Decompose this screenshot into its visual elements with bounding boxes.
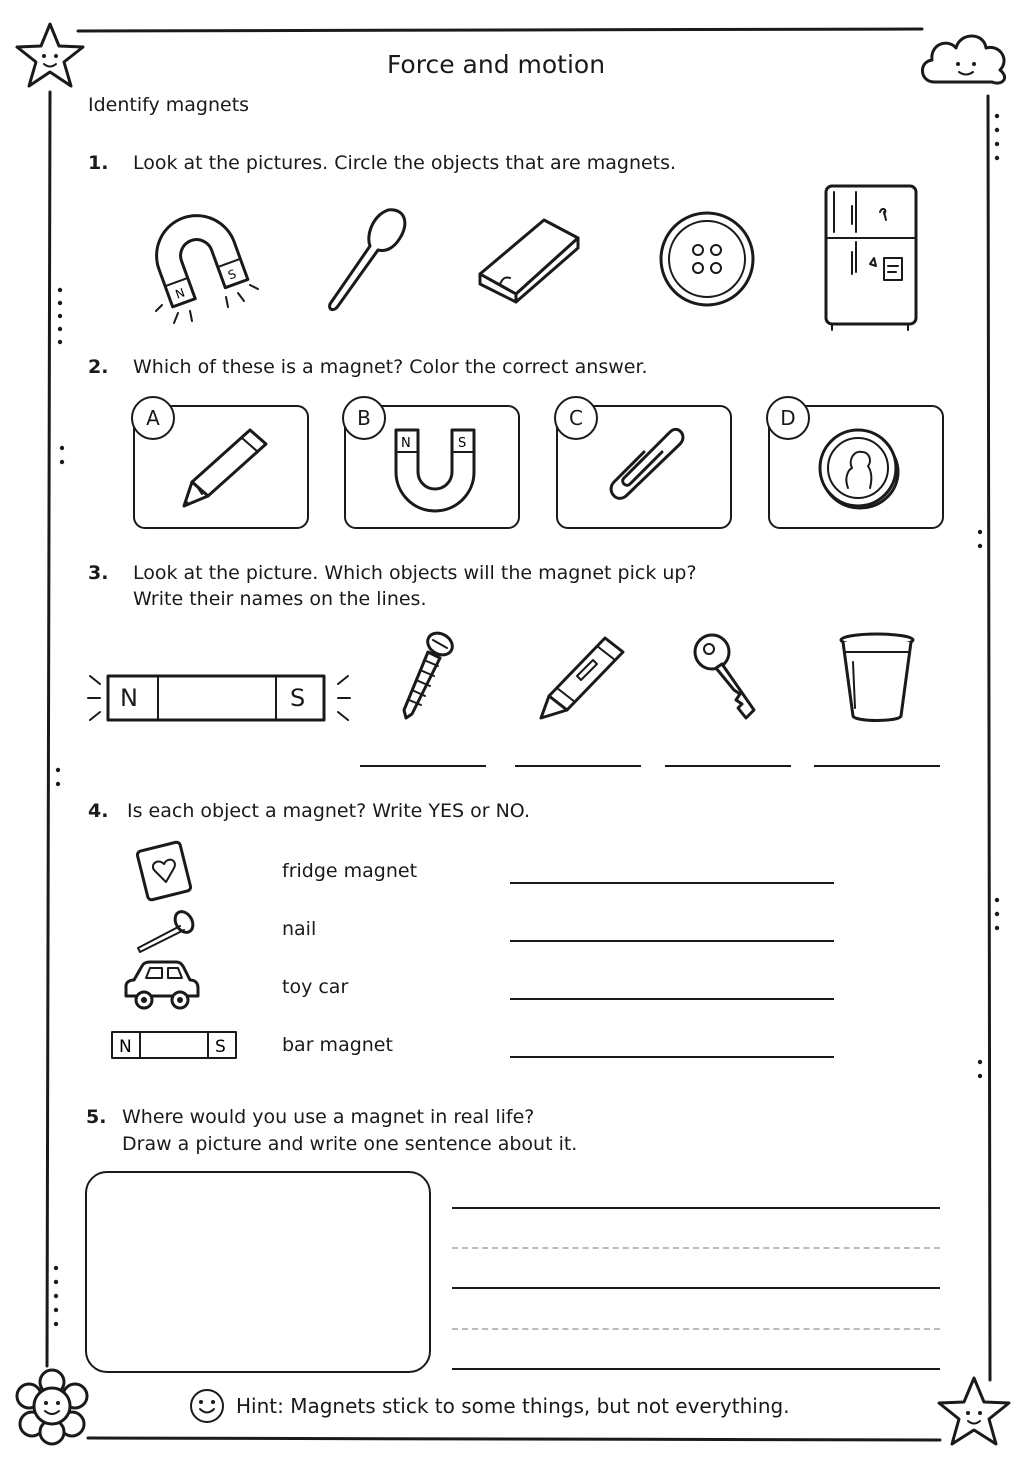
question-number: 3. — [88, 562, 109, 584]
question-number: 4. — [88, 800, 109, 822]
horseshoe-magnet-icon — [390, 426, 480, 516]
north-pole-label: N — [401, 436, 411, 451]
answer-line[interactable] — [510, 882, 834, 884]
answer-line[interactable] — [360, 765, 486, 767]
drawing-box[interactable] — [85, 1171, 431, 1373]
writing-guide-line — [452, 1328, 940, 1330]
paper-clip-icon — [600, 424, 695, 509]
item-label: fridge magnet — [282, 860, 418, 882]
north-pole-label: N — [119, 1037, 132, 1057]
smiling-flower-icon — [12, 1368, 92, 1448]
worksheet-subtitle: Identify magnets — [88, 94, 250, 116]
key-icon[interactable] — [690, 630, 770, 725]
horseshoe-magnet-icon[interactable] — [138, 205, 268, 330]
button-icon[interactable] — [655, 212, 755, 307]
answer-line[interactable] — [510, 940, 834, 942]
question-text-line-2: Write their names on the lines. — [133, 588, 427, 610]
north-pole-label: N — [120, 684, 138, 712]
fridge-icon[interactable] — [818, 182, 923, 332]
north-pole-label: N — [173, 285, 187, 302]
writing-line[interactable] — [452, 1287, 940, 1289]
smiling-cloud-icon — [914, 20, 1014, 90]
smiling-star-icon — [12, 20, 88, 92]
question-text-line-1: Look at the picture. Which objects will the magnet pick up? — [133, 562, 697, 584]
writing-line[interactable] — [452, 1207, 940, 1209]
option-letter-d: D — [766, 396, 810, 440]
toy-car-icon — [120, 958, 204, 1014]
question-text-line-1: Where would you use a magnet in real life? — [122, 1106, 535, 1128]
item-label: nail — [282, 918, 317, 940]
option-letter-a: A — [131, 396, 175, 440]
question-text: Is each object a magnet? Write YES or NO. — [127, 800, 531, 822]
item-label: toy car — [282, 976, 349, 998]
spoon-icon[interactable] — [320, 202, 420, 317]
question-number: 5. — [86, 1106, 107, 1128]
pencil-icon — [180, 424, 275, 509]
answer-line[interactable] — [665, 765, 791, 767]
option-letter-c: C — [554, 396, 598, 440]
answer-line[interactable] — [510, 1056, 834, 1058]
question-number: 1. — [88, 152, 109, 174]
worksheet-title: Force and motion — [386, 50, 606, 79]
coin-icon — [814, 426, 904, 512]
south-pole-label: S — [290, 684, 306, 712]
bar-magnet-icon — [110, 1030, 240, 1062]
fridge-magnet-icon — [132, 838, 198, 904]
writing-guide-line — [452, 1247, 940, 1249]
item-label: bar magnet — [282, 1034, 393, 1056]
writing-line[interactable] — [452, 1368, 940, 1370]
screw-icon[interactable] — [392, 630, 462, 725]
eraser-icon[interactable] — [470, 210, 590, 305]
smiley-face-icon — [189, 1388, 225, 1424]
crayon-icon[interactable] — [535, 630, 630, 725]
smiling-star-icon — [934, 1374, 1014, 1450]
answer-line[interactable] — [814, 765, 940, 767]
south-pole-label: S — [215, 1037, 226, 1057]
hint-text: Hint: Magnets stick to some things, but not everything. — [236, 1394, 790, 1418]
answer-line[interactable] — [515, 765, 641, 767]
south-pole-label: S — [458, 436, 467, 451]
option-letter-b: B — [342, 396, 386, 440]
question-number: 2. — [88, 356, 109, 378]
south-pole-label: S — [226, 266, 239, 283]
question-text: Which of these is a magnet? Color the correct answer. — [133, 356, 648, 378]
plastic-cup-icon[interactable] — [835, 630, 920, 725]
question-text-line-2: Draw a picture and write one sentence about it. — [122, 1133, 578, 1155]
answer-line[interactable] — [510, 998, 834, 1000]
nail-icon — [130, 908, 200, 958]
question-text: Look at the pictures. Circle the objects that are magnets. — [133, 152, 677, 174]
